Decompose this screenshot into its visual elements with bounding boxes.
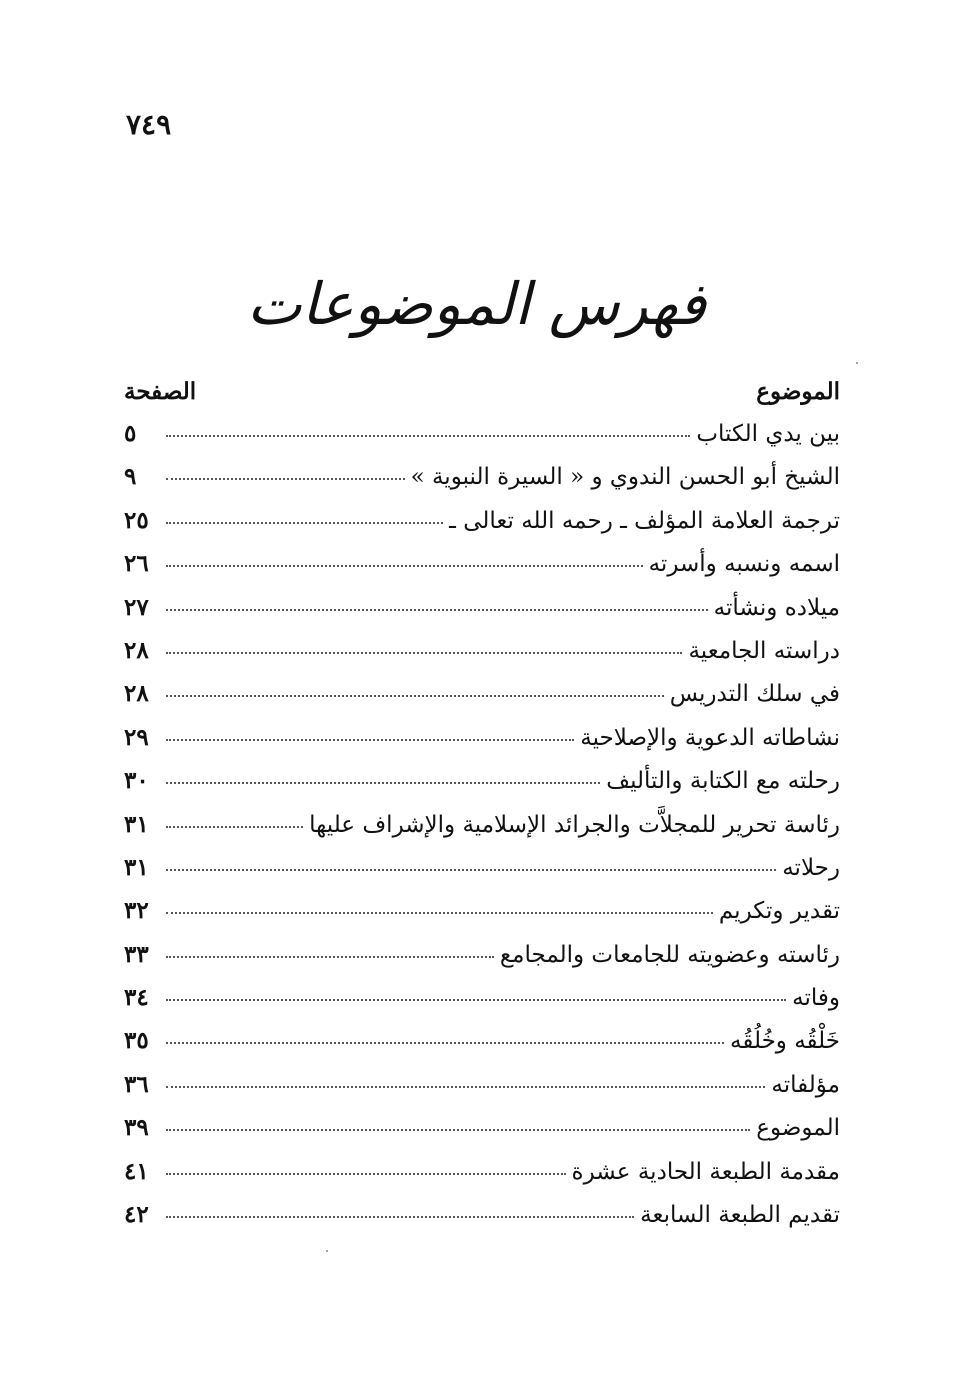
toc-entry-page: ٢٧ [124,593,149,621]
toc-entry[interactable] [124,1158,840,1201]
toc-entry-topic: اسمه ونسبه وأسرته [648,551,840,578]
topic-column-header: الموضوع [756,378,840,405]
dot-leader [166,1173,566,1175]
dot-leader [166,739,574,741]
toc-entry[interactable] [124,637,840,680]
page-number: ٧٤٩ [126,108,172,141]
toc-entry-page: ٤٢ [124,1201,149,1229]
toc-entry-page: ٣١ [124,810,149,838]
dot-leader [166,565,643,567]
toc-entry-page: ٢٦ [124,550,149,578]
toc-entry[interactable] [124,594,840,637]
toc-entry-topic: ترجمة العلامة المؤلف ـ رحمه الله تعالى ـ [449,507,840,534]
dot-leader [166,695,664,697]
toc-entry-page: ٢٨ [124,636,149,664]
toc-entry-topic: نشاطاته الدعوية والإصلاحية [580,724,840,751]
dot-leader [166,1129,750,1131]
toc-entry[interactable] [124,897,840,940]
toc-entry-topic: مقدمة الطبعة الحادية عشرة [571,1158,840,1185]
toc-entry-topic: وفاته [792,985,840,1012]
toc-entry[interactable] [124,680,840,723]
toc-entry-topic: تقدير وتكريم [718,898,840,925]
toc-entry-page: ٤١ [124,1157,149,1185]
toc-entry-topic: مؤلفاته [771,1071,840,1098]
toc-entry[interactable] [124,724,840,767]
toc-entry[interactable] [124,420,840,463]
dot-leader [166,912,713,914]
scan-speck [856,362,858,364]
dot-leader [166,1216,634,1218]
toc-entry-page: ٥ [124,420,137,447]
dot-leader [166,956,494,958]
dot-leader [166,1042,724,1044]
toc-entry-page: ٣١ [124,853,149,881]
toc-entry[interactable] [124,984,840,1027]
toc-entry-page: ٢٨ [124,680,149,708]
toc-entry-topic: الشيخ أبو الحسن الندوي و « السيرة النبوية » [410,464,840,491]
toc-header [124,378,840,420]
toc-entry[interactable] [124,1201,840,1244]
toc-entry-page: ٣٣ [124,940,149,968]
toc-entry-topic: الموضوع [756,1115,840,1142]
dot-leader [166,826,303,828]
toc-entry-topic: ميلاده ونشأته [713,594,840,621]
toc-entry-page: ٣٤ [124,984,149,1012]
page-column-header: الصفحة [124,378,197,405]
dot-leader [166,435,690,437]
toc-entry-topic: خَلْقُه وخُلُقُه [729,1028,840,1055]
toc-entry-page: ٣٩ [124,1114,149,1142]
table-of-contents [124,378,840,1244]
toc-entry-page: ٣٥ [124,1027,149,1055]
dot-leader [166,609,708,611]
dot-leader [166,652,682,654]
toc-entry-page: ٢٩ [124,723,149,751]
toc-entry[interactable] [124,941,840,984]
toc-entry-topic: دراسته الجامعية [688,637,840,664]
toc-entry-topic: رئاسة تحرير للمجلاَّت والجرائد الإسلامية والإشراف عليها [309,811,840,838]
toc-entry[interactable] [124,507,840,550]
toc-entry[interactable] [124,811,840,854]
toc-entry-topic: تقديم الطبعة السابعة [640,1202,840,1229]
dot-leader [166,478,405,480]
page-title: فهرس الموضوعات [246,270,707,338]
toc-entry[interactable] [124,463,840,506]
toc-entry-topic: في سلك التدريس [669,681,840,708]
toc-entry[interactable] [124,550,840,593]
scan-speck [326,1250,328,1252]
toc-entry[interactable] [124,1027,840,1070]
toc-entry-topic: رئاسته وعضويته للجامعات والمجامع [499,941,840,968]
dot-leader [166,999,786,1001]
toc-entry-page: ٩ [124,463,137,491]
toc-entry-page: ٣٠ [124,767,149,795]
dot-leader [166,522,443,524]
toc-entry-page: ٣٦ [124,1070,149,1098]
toc-entry-topic: رحلته مع الكتابة والتأليف [606,768,840,795]
toc-entry[interactable] [124,854,840,897]
toc-entry[interactable] [124,1114,840,1157]
dot-leader [166,1086,765,1088]
toc-entry-page: ٢٥ [124,506,149,534]
toc-entry-topic: بين يدي الكتاب [696,421,840,447]
dot-leader [166,782,600,784]
toc-entry[interactable] [124,767,840,810]
dot-leader [166,869,776,871]
toc-entry[interactable] [124,1071,840,1114]
toc-entry-topic: رحلاته [782,854,840,881]
toc-entry-page: ٣٢ [124,897,149,925]
